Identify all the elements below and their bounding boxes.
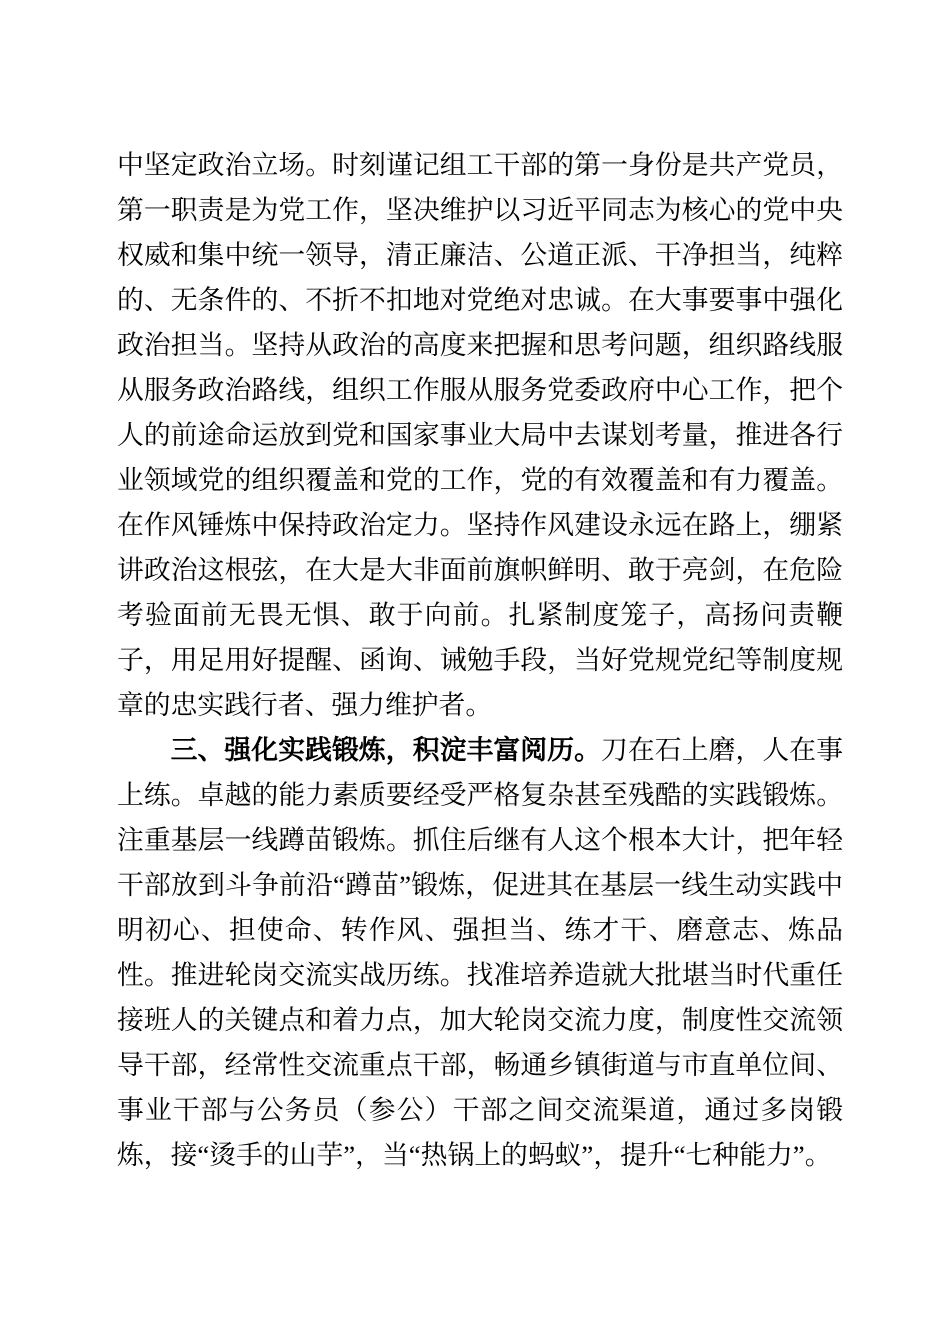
section-heading: 三、强化实践锻炼，积淀丰富阅历。 (170, 735, 601, 765)
body-text-run: 刀在石上磨，人在事上练。卓越的能力素质要经受严格复杂甚至残酷的实践锻炼。注重基层一线蹲苗锻炼。抓住后继有人这个根本大计，把年轻干部放到斗争前沿“蹲苗”锻炼，促进其在基层一线生动实践中明初心、担使命、转作风、强担当、练才干、磨意志、炼品性。推进轮岗交流实战历练。找准培养造就大批堪当时代重任接班人的关键点和着力点，加大轮岗交流力度，制度性交流领导干部，经常性交流重点干部，畅通乡镇街道与市直单位间、事业干部与公务员（参公）干部之间交流渠道，通过多岗锻炼，接“烫手的山芋”，当“热锅上的蚂蚁”，提升“七种能力”。 (117, 735, 843, 1170)
document-content (117, 143, 843, 1178)
body-text-run: 中坚定政治立场。时刻谨记组工干部的第一身份是共产党员，第一职责是为党工作，坚决维护以习近平同志为核心的党中央权威和集中统一领导，清正廉洁、公道正派、干净担当，纯粹的、无条件的、不折不扣地对党绝对忠诚。在大事要事中强化政治担当。坚持从政治的高度来把握和思考问题，组织路线服从服务政治路线，组织工作服从服务党委政府中心工作，把个人的前途命运放到党和国家事业大局中去谋划考量，推进各行业领域党的组织覆盖和党的工作，党的有效覆盖和有力覆盖。在作风锤炼中保持政治定力。坚持作风建设永远在路上，绷紧讲政治这根弦，在大是大非面前旗帜鲜明、敢于亮剑，在危险考验面前无畏无惧、敢于向前。扎紧制度笼子，高扬问责鞭子，用足用好提醒、函询、诫勉手段，当好党规党纪等制度规章的忠实践行者、强力维护者。 (117, 150, 843, 720)
paragraph-political-stance (117, 143, 843, 728)
paragraph-section-three (117, 728, 843, 1178)
